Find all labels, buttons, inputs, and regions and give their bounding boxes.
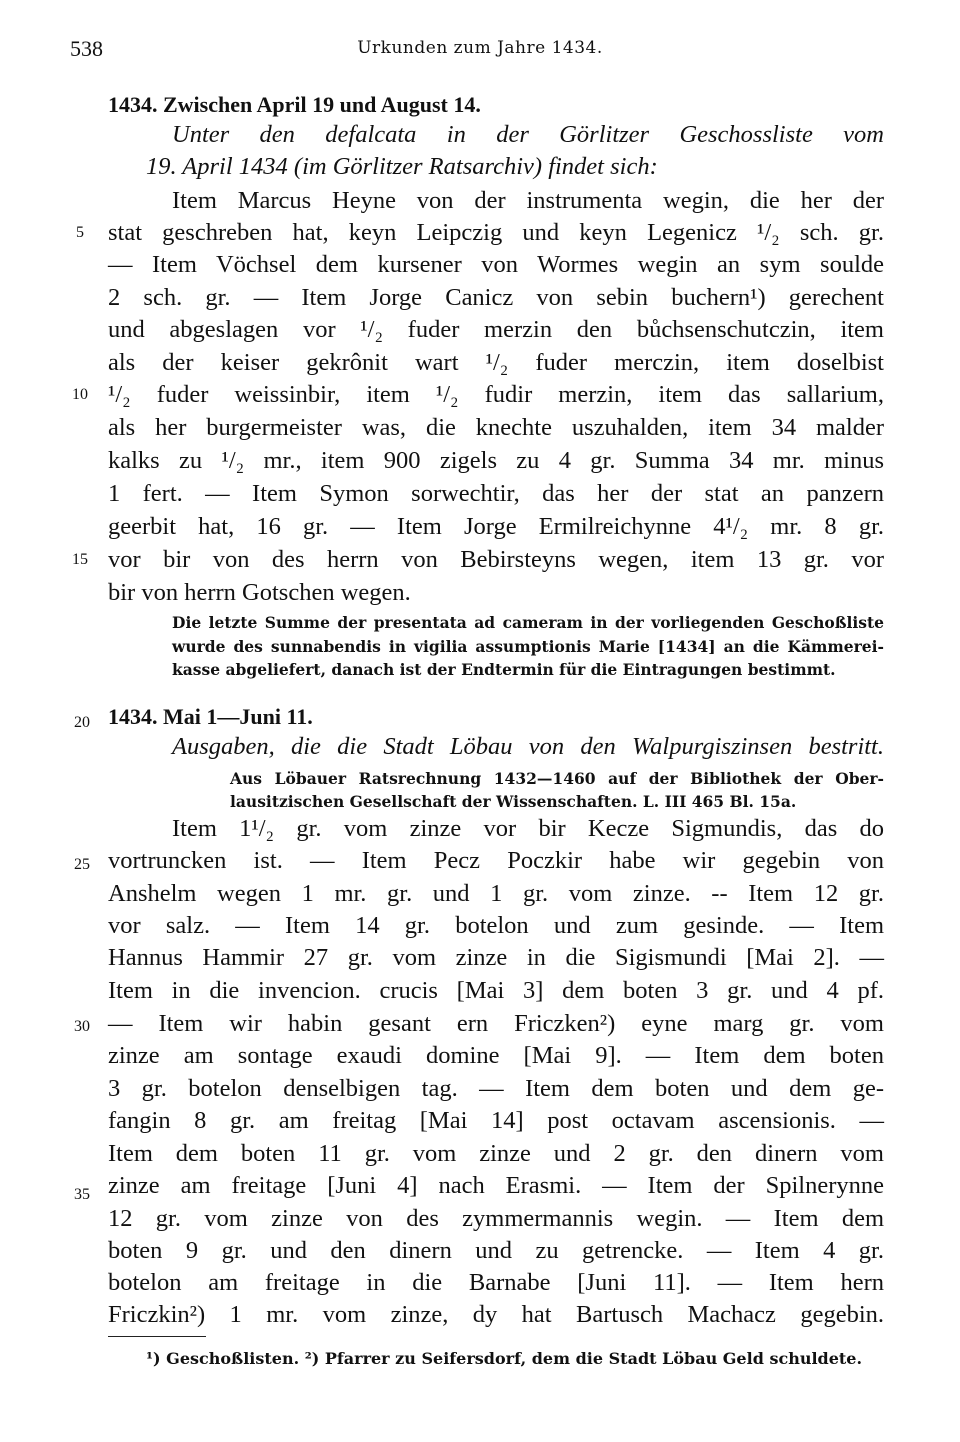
- section2-body-line: zinze am sontage exaudi domine [Mai 9]. — Item dem boten: [108, 1042, 884, 1069]
- line-number: 30: [74, 1018, 90, 1035]
- section1-body-line: und abgeslagen vor ¹/₂ fuder merzin den bůchsenschutczin, item: [108, 316, 884, 343]
- section2-body-line: Friczkin²) 1 mr. vom zinze, dy hat Bartusch Machacz gegebin.: [108, 1301, 884, 1328]
- section1-body-line: Item Marcus Heyne von der instrumenta wegin, die her der: [172, 187, 884, 214]
- line-number: 25: [74, 856, 90, 873]
- section2-body-line: Item 1¹/₂ gr. vom zinze vor bir Kecze Sigmundis, das do: [172, 815, 884, 842]
- section2-body-line: 3 gr. botelon denselbigen tag. — Item dem boten und dem ge-: [108, 1075, 884, 1102]
- section1-body-line: als her burgermeister was, die knechte uszuhalden, item 34 malder: [108, 414, 884, 441]
- line-number: 20: [74, 714, 90, 731]
- line-number: 10: [72, 386, 88, 403]
- section1-note-line: kasse abgeliefert, danach ist der Endtermin für die Eintragungen bestimmt.: [172, 660, 836, 679]
- section2-body-line: vortruncken ist. — Item Pecz Poczkir habe wir gegebin von: [108, 847, 884, 874]
- footnotes: ¹) Geschoßlisten. ²) Pfarrer zu Seifersdorf, dem die Stadt Löbau Geld schuldete.: [146, 1349, 863, 1368]
- section1-body-line: ¹/₂ fuder weissinbir, item ¹/₂ fudir merzin, item das sallarium,: [108, 381, 884, 408]
- section1-heading: 1434. Zwischen April 19 und August 14.: [108, 92, 481, 117]
- section2-body-line: vor salz. — Item 14 gr. botelon und zum gesinde. — Item: [108, 912, 884, 939]
- section2-body-line: 12 gr. vom zinze von des zymmermannis wegin. — Item dem: [108, 1205, 884, 1232]
- section1-body-line: — Item Vöchsel dem kursener von Wormes wegin an sym soulde: [108, 251, 884, 278]
- section2-body-line: Hannus Hammir 27 gr. vom zinze in die Sigismundi [Mai 2]. —: [108, 944, 884, 971]
- section2-source-line: lausitzischen Gesellschaft der Wissenschaften. L. III 465 Bl. 15a.: [230, 792, 797, 811]
- section2-heading: 1434. Mai 1—Juni 11.: [108, 704, 313, 729]
- section1-note-line: Die letzte Summe der presentata ad cameram in der vorliegenden Geschoßliste: [172, 613, 884, 632]
- section1-body-line: stat geschreben hat, keyn Leipczig und keyn Legenicz ¹/₂ sch. gr.: [108, 219, 884, 246]
- page-number: 538: [70, 36, 103, 61]
- section2-body-line: boten 9 gr. und den dinern und zu getrencke. — Item 4 gr.: [108, 1237, 884, 1264]
- section2-body-line: Item in die invencion. crucis [Mai 3] dem boten 3 gr. und 4 pf.: [108, 977, 884, 1004]
- section1-body-line: 2 sch. gr. — Item Jorge Canicz von sebin buchern¹) gerechent: [108, 284, 884, 311]
- section2-body-line: botelon am freitage in die Barnabe [Juni 11]. — Item hern: [108, 1269, 884, 1296]
- running-title: Urkunden zum Jahre 1434.: [357, 38, 603, 58]
- section2-body-line: — Item wir habin gesant ern Friczken²) eyne marg gr. vom: [108, 1010, 884, 1037]
- section2-body-line: fangin 8 gr. am freitag [Mai 14] post octavam ascensionis. —: [108, 1107, 884, 1134]
- section2-body-line: Item dem boten 11 gr. vom zinze und 2 gr. den dinern vom: [108, 1140, 884, 1167]
- line-number: 35: [74, 1186, 90, 1203]
- section1-body-line: kalks zu ¹/₂ mr., item 900 zigels zu 4 gr. Summa 34 mr. minus: [108, 447, 884, 474]
- section2-intro: Ausgaben, die die Stadt Löbau von den Walpurgiszinsen bestritt.: [172, 733, 884, 760]
- section1-body-line: als der keiser gekrônit wart ¹/₂ fuder merczin, item doselbist: [108, 349, 884, 376]
- section1-intro-line: 19. April 1434 (im Görlitzer Ratsarchiv) findet sich:: [146, 153, 658, 180]
- section2-body-line: Anshelm wegen 1 mr. gr. und 1 gr. vom zinze. -- Item 12 gr.: [108, 880, 884, 907]
- section1-intro-line: Unter den defalcata in der Görlitzer Geschossliste vom: [172, 121, 884, 148]
- section1-note-line: wurde des sunnabendis in vigilia assumptionis Marie [1434] an die Kämmerei-: [172, 637, 884, 656]
- section1-body-line: geerbit hat, 16 gr. — Item Jorge Ermilreichynne 4¹/₂ mr. 8 gr.: [108, 513, 884, 540]
- section2-source-line: Aus Löbauer Ratsrechnung 1432—1460 auf der Bibliothek der Ober-: [230, 769, 884, 788]
- section1-body-line: vor bir von des herrn von Bebirsteyns wegen, item 13 gr. vor: [108, 546, 884, 573]
- footnote-rule: [108, 1336, 206, 1337]
- line-number: 15: [72, 551, 88, 568]
- section1-body-line: 1 fert. — Item Symon sorwechtir, das her der stat an panzern: [108, 480, 884, 507]
- line-number: 5: [76, 224, 84, 241]
- section1-body-line: bir von herrn Gotschen wegen.: [108, 579, 411, 606]
- section2-body-line: zinze am freitage [Juni 4] nach Erasmi. — Item der Spilnerynne: [108, 1172, 884, 1199]
